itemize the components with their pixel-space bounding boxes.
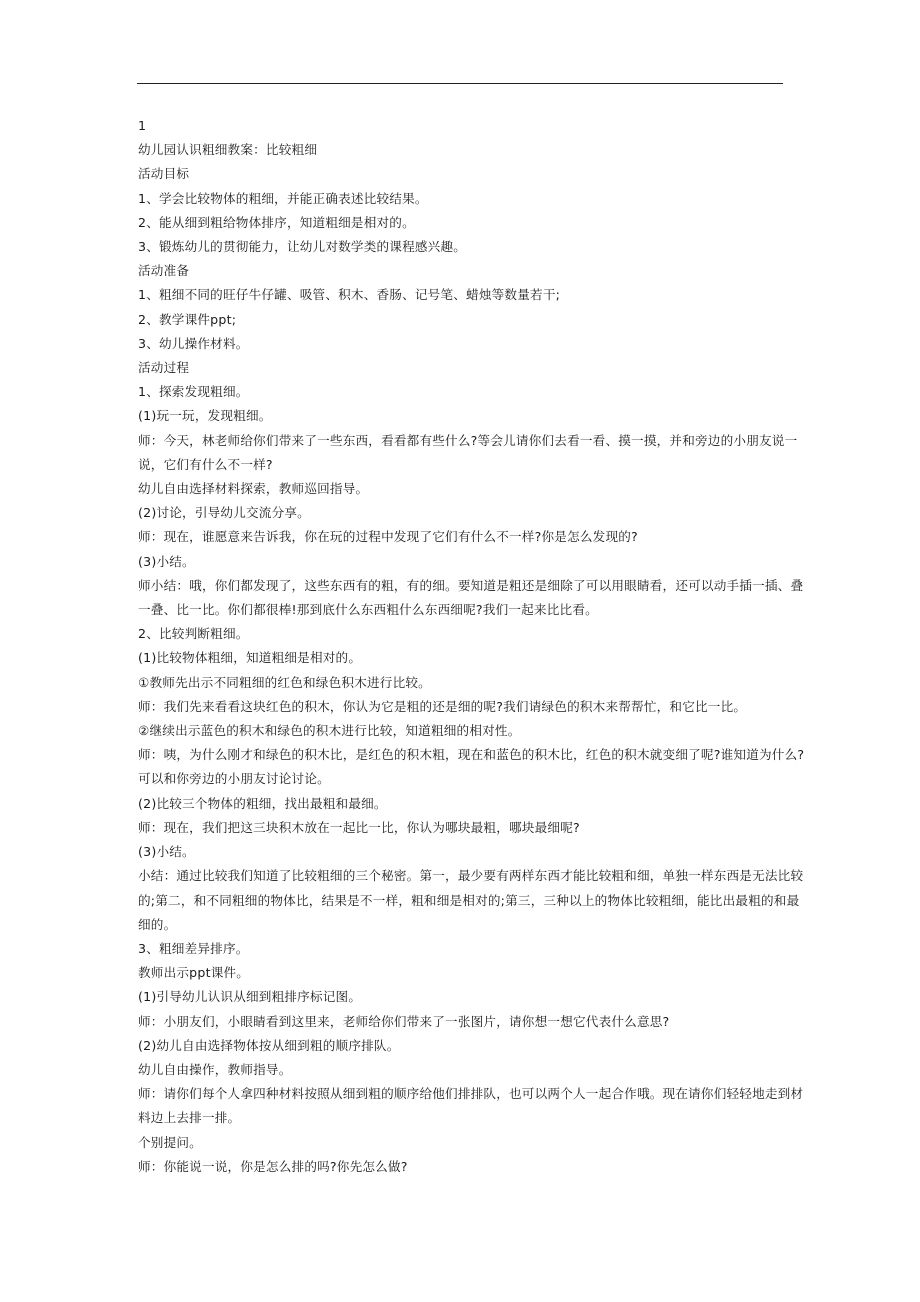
text-line: 活动准备 <box>138 263 190 279</box>
document-body <box>138 114 805 1179</box>
text-line: 师小结：哦，你们都发现了，这些东西有的粗，有的细。要知道是粗还是细除了可以用眼睛看，还可以动手插一插、叠 <box>138 577 804 593</box>
text-line: (3)小结。 <box>138 844 195 860</box>
text-line: 师：现在，谁愿意来告诉我，你在玩的过程中发现了它们有什么不一样?你是怎么发现的? <box>138 529 638 545</box>
header-rule <box>137 83 783 84</box>
text-line: 3、幼儿操作材料。 <box>138 335 249 351</box>
text-line: ②继续出示蓝色的积木和绿色的积木进行比较，知道粗细的相对性。 <box>138 723 521 739</box>
text-line: 师：咦，为什么刚才和绿色的积木比，是红色的积木粗，现在和蓝色的积木比，红色的积木就变细了呢?谁知道为什么? <box>138 747 805 763</box>
text-line: 师：现在，我们把这三块积木放在一起比一比，你认为哪块最粗，哪块最细呢? <box>138 819 580 835</box>
text-line: 师：你能说一说，你是怎么排的吗?你先怎么做? <box>138 1158 408 1174</box>
text-line: 一叠、比一比。你们都很棒!那到底什么东西粗什么东西细呢?我们一起来比比看。 <box>138 602 598 618</box>
text-line: 的;第二，和不同粗细的物体比，结果是不一样，粗和细是相对的;第三，三种以上的物体比较粗细，能比出最粗的和最 <box>138 892 800 908</box>
text-line: (3)小结。 <box>138 553 195 569</box>
text-line: 活动过程 <box>138 360 190 376</box>
page-number: 1 <box>138 118 147 133</box>
text-line: 说，它们有什么不一样? <box>138 456 273 472</box>
text-line: (2)讨论，引导幼儿交流分享。 <box>138 505 310 521</box>
text-line: 师：今天，林老师给你们带来了一些东西，看看都有些什么?等会儿请你们去看一看、摸一摸，并和旁边的小朋友说一 <box>138 432 798 448</box>
text-line: (2)比较三个物体的粗细，找出最粗和最细。 <box>138 795 387 811</box>
text-line: (1)玩一玩，发现粗细。 <box>138 408 272 424</box>
text-line: (1)比较物体粗细，知道粗细是相对的。 <box>138 650 362 666</box>
text-line: 2、教学课件ppt; <box>138 311 237 327</box>
text-line: 个别提问。 <box>138 1134 202 1150</box>
text-line: 师：我们先来看看这块红色的积木，你认为它是粗的还是细的呢?我们请绿色的积木来帮帮忙，和它比一比。 <box>138 698 747 714</box>
text-line: (1)引导幼儿认识从细到粗排序标记图。 <box>138 989 362 1005</box>
text-line: 1、粗细不同的旺仔牛仔罐、吸管、积木、香肠、记号笔、蜡烛等数量若干; <box>138 287 561 303</box>
text-line: (2)幼儿自由选择物体按从细到粗的顺序排队。 <box>138 1037 400 1053</box>
text-line: 师：小朋友们，小眼睛看到这里来，老师给你们带来了一张图片，请你想一想它代表什么意思? <box>138 1013 670 1029</box>
text-line: 小结：通过比较我们知道了比较粗细的三个秘密。第一，最少要有两样东西才能比较粗和细，单独一样东西是无法比较 <box>138 868 804 884</box>
text-line: 可以和你旁边的小朋友讨论讨论。 <box>138 771 330 787</box>
text-line: 1、探索发现粗细。 <box>138 384 249 400</box>
text-line: 教师出示ppt课件。 <box>138 965 250 981</box>
text-line: 细的。 <box>138 916 177 932</box>
text-line: 师：请你们每个人拿四种材料按照从细到粗的顺序给他们排排队，也可以两个人一起合作哦。现在请你们轻轻地走到材 <box>138 1086 804 1102</box>
text-line: ①教师先出示不同粗细的红色和绿色积木进行比较。 <box>138 674 431 690</box>
text-line: 2、能从细到粗给物体排序，知道粗细是相对的。 <box>138 214 415 230</box>
text-line: 料边上去排一排。 <box>138 1110 241 1126</box>
text-line: 幼儿自由操作，教师指导。 <box>138 1061 292 1077</box>
text-line: 2、比较判断粗细。 <box>138 626 249 642</box>
text-line: 3、锻炼幼儿的贯彻能力，让幼儿对数学类的课程感兴趣。 <box>138 239 467 255</box>
text-line: 3、粗细差异排序。 <box>138 940 249 956</box>
text-line: 活动目标 <box>138 166 190 182</box>
text-line: 1、学会比较物体的粗细，并能正确表述比较结果。 <box>138 190 428 206</box>
text-lines <box>138 138 805 1179</box>
text-line: 幼儿园认识粗细教案：比较粗细 <box>138 142 318 158</box>
text-line: 幼儿自由选择材料探索，教师巡回指导。 <box>138 481 369 497</box>
